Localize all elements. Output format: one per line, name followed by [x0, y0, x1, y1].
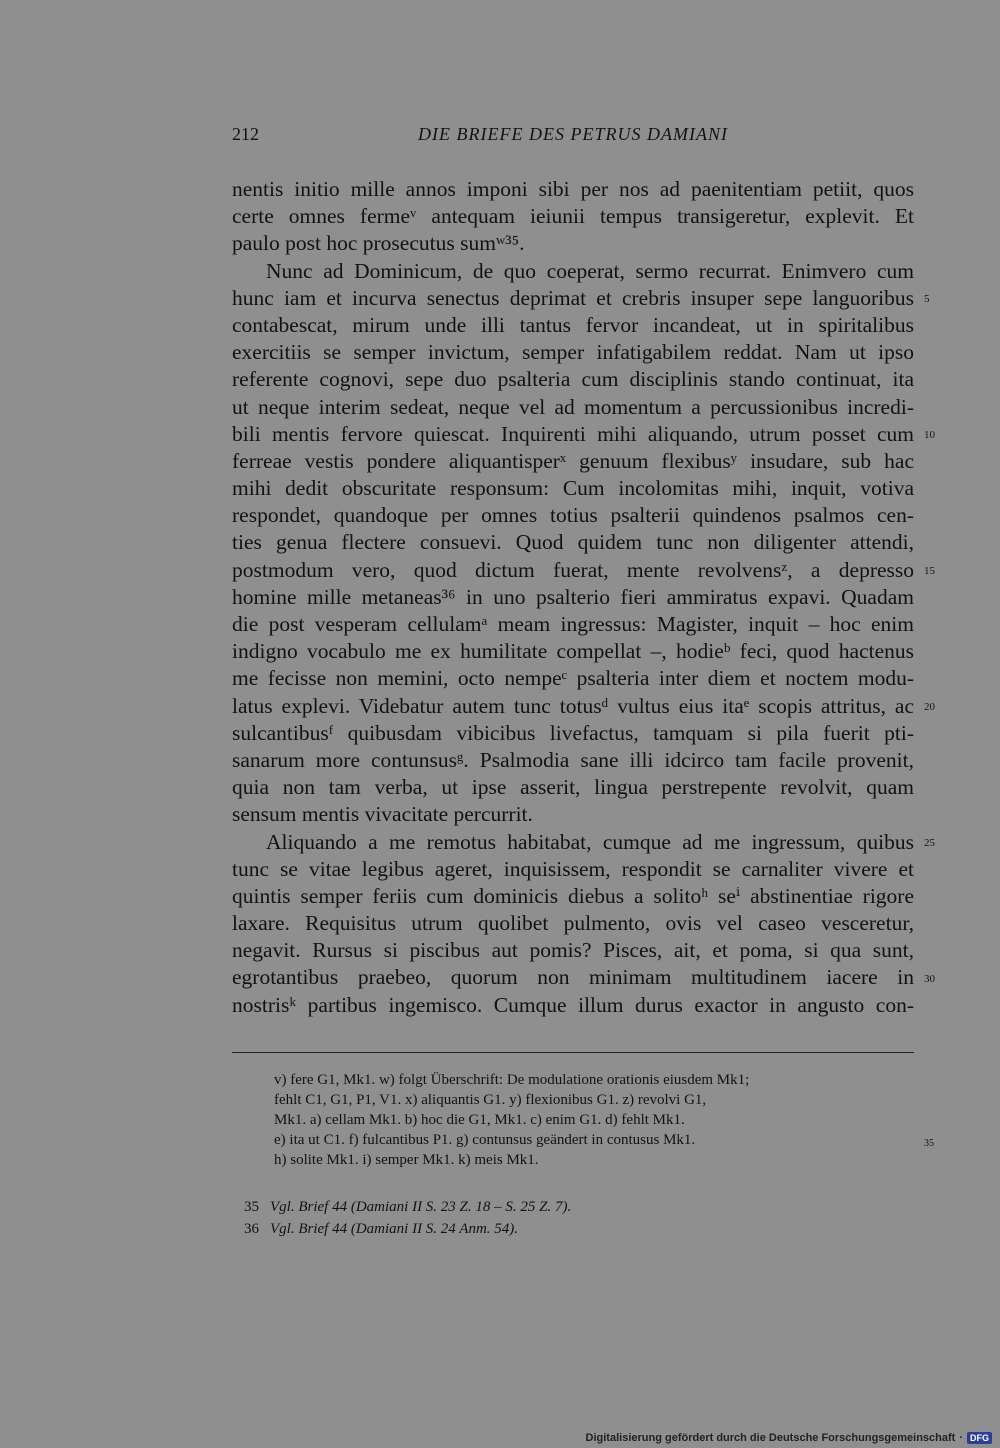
- text-line: latus explevi. Videbatur autem tunc totusᵈ vultus eius itaᵉ scopis attritus, ac: [232, 693, 914, 718]
- apparatus-line: e) ita ut C1. f) fulcantibus P1. g) contunsus geändert in contusus Mk1.: [274, 1132, 696, 1148]
- apparatus-line: fehlt C1, G1, P1, V1. x) aliquantis G1. y) flexionibus G1. z) revolvi G1,: [274, 1092, 707, 1108]
- banner-text: Digitalisierung gefördert durch die Deutsche Forschungsgemeinschaft: [585, 1432, 956, 1444]
- critical-apparatus: [274, 1070, 914, 1170]
- text-line: respondet, quandoque per omnes totius psalterii quindenos psalmos cen-: [232, 503, 914, 528]
- dfg-logo-icon: DFG: [967, 1432, 992, 1444]
- text-line: paulo post hoc prosecutus sumʷ³⁵.: [232, 231, 525, 256]
- text-line: sanarum more contunsusᵍ. Psalmodia sane illi idcirco tam facile provenit,: [232, 747, 914, 772]
- line-number-20: 20: [924, 701, 935, 713]
- paragraph-3: [232, 829, 914, 1019]
- line-number-30: 30: [924, 973, 935, 985]
- text-line: nentis initio mille annos imponi sibi per nos ad paenitentiam petiit, quos: [232, 177, 914, 201]
- text-line: negavit. Rursus si piscibus aut pomis? Pisces, ait, et poma, si qua sunt,: [232, 938, 914, 963]
- text-line: nostrisᵏ partibus ingemisco. Cumque illum durus exactor in angusto con-: [232, 992, 914, 1017]
- paragraph-2: [232, 258, 914, 829]
- text-line: me fecisse non memini, octo nempeᶜ psalteria inter diem et noctem modu-: [232, 666, 914, 691]
- text-line: sensum mentis vivacitate percurrit.: [232, 802, 533, 827]
- text-line: egrotantibus praebeo, quorum non minimam multitudinem iacere in: [232, 965, 914, 990]
- text-line: Aliquando a me remotus habitabat, cumque ad me ingressum, quibus: [266, 829, 914, 854]
- text-line: bili mentis fervore quiescat. Inquirenti mihi aliquando, utrum posset cum: [232, 421, 914, 446]
- text-line: laxare. Requisitus utrum quolibet pulmento, ovis vel caseo vesceretur,: [232, 911, 914, 936]
- text-line: contabescat, mirum unde illi tantus fervor incandeat, ut in spiritalibus: [232, 312, 914, 337]
- text-line: indigno vocabulo me ex humilitate compellat –, hodieᵇ feci, quod hactenus: [232, 639, 914, 664]
- text-line: certe omnes fermeᵛ antequam ieiunii tempus transigeretur, explevit. Et: [232, 204, 914, 229]
- footnote-text: Vgl. Brief 44 (Damiani II S. 23 Z. 18 – S. 25 Z. 7).: [270, 1199, 572, 1215]
- text-line: Nunc ad Dominicum, de quo coeperat, sermo recurrat. Enimvero cum: [266, 258, 914, 283]
- line-number-10: 10: [924, 429, 935, 441]
- text-line: quintis semper feriis cum dominicis diebus a solitoʰ seⁱ abstinentiae rigore: [232, 883, 914, 908]
- line-number-15: 15: [924, 565, 935, 577]
- apparatus-divider: [232, 1052, 914, 1053]
- paragraph-1: [232, 176, 914, 258]
- main-text: [232, 176, 914, 1019]
- text-line: tunc se vitae legibus ageret, inquisissem, respondit se carnaliter vivere et: [232, 856, 914, 881]
- apparatus-line: Mk1. a) cellam Mk1. b) hoc die G1, Mk1. c) enim G1. d) fehlt Mk1.: [274, 1112, 685, 1128]
- footnote-35: [244, 1196, 914, 1218]
- footnotes: [244, 1196, 914, 1240]
- text-line: hunc iam et incurva senectus deprimat et crebris insuper sepe languoribus: [232, 285, 914, 310]
- footnote-number: 35: [244, 1199, 259, 1215]
- apparatus-line: h) solite Mk1. i) semper Mk1. k) meis Mk1.: [274, 1152, 539, 1168]
- page-number: 212: [232, 124, 259, 144]
- text-line: ties genua flectere consuevi. Quod quidem tunc non diligenter attendi,: [232, 530, 914, 555]
- apparatus-line: v) fere G1, Mk1. w) folgt Überschrift: De modulatione orationis eiusdem Mk1;: [274, 1072, 750, 1088]
- line-number-25: 25: [924, 837, 935, 849]
- footnote-number: 36: [244, 1221, 259, 1237]
- text-line: mihi dedit obscuritate responsum: Cum incolomitas mihi, inquit, votiva: [232, 476, 914, 501]
- text-line: ferreae vestis pondere aliquantisperˣ genuum flexibusʸ insudare, sub hac: [232, 448, 914, 473]
- text-line: quia non tam verba, ut ipse asserit, lingua perstrepente revolvit, quam: [232, 775, 914, 800]
- text-line: postmodum vero, quod dictum fuerat, mente revolvensᶻ, a depresso: [232, 557, 914, 582]
- footnote-text: Vgl. Brief 44 (Damiani II S. 24 Anm. 54).: [270, 1221, 519, 1237]
- digitization-banner: Digitalisierung gefördert durch die Deutsche Forschungsgemeinschaft · DFG: [586, 1432, 992, 1444]
- line-number-5: 5: [924, 293, 930, 305]
- text-line: die post vesperam cellulamᵃ meam ingressus: Magister, inquit – hoc enim: [232, 612, 914, 636]
- running-head: DIE BRIEFE DES PETRUS DAMIANI: [418, 124, 728, 144]
- text-line: referente cognovi, sepe duo psalteria cum disciplinis stando continuat, ita: [232, 367, 914, 392]
- text-line: ut neque interim sedeat, neque vel ad momentum a percussionibus incredi-: [232, 394, 914, 419]
- text-line: sulcantibusᶠ quibusdam vibicibus livefactus, tamquam si pila fuerit pti-: [232, 720, 914, 745]
- footnote-36: [244, 1218, 914, 1240]
- text-line: exercitiis se semper invictum, semper infatigabilem reddat. Nam ut ipso: [232, 340, 914, 365]
- text-line: homine mille metaneas³⁶ in uno psalterio fieri ammiratus expavi. Quadam: [232, 584, 914, 609]
- apparatus-line-number: 35: [924, 1138, 934, 1149]
